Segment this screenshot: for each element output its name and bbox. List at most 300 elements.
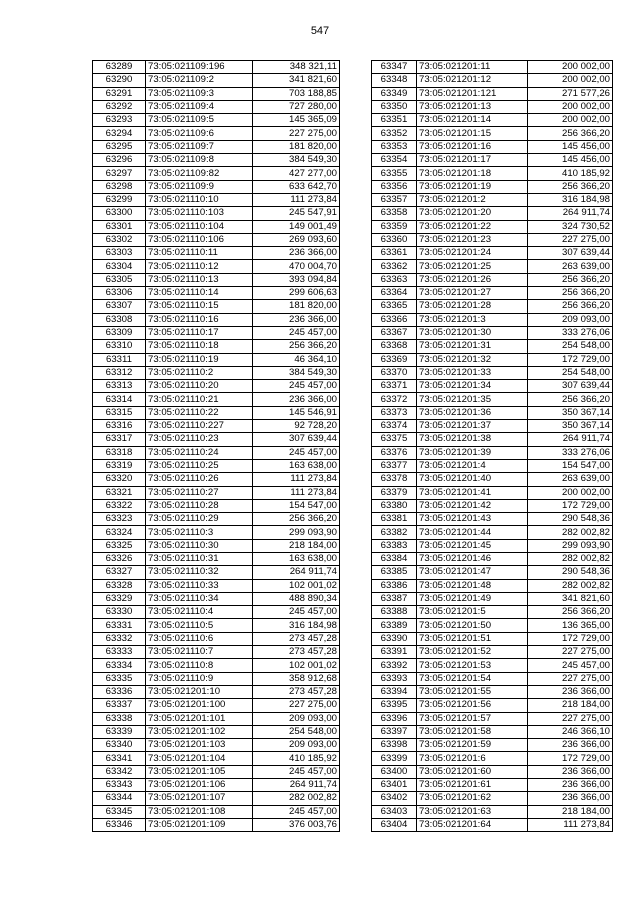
row-number: 63341	[93, 752, 146, 765]
table-row	[372, 393, 613, 406]
cadastral-value: 111 273,84	[528, 818, 613, 831]
row-number: 63289	[93, 61, 146, 74]
row-number: 63302	[93, 233, 146, 246]
row-number: 63395	[372, 699, 417, 712]
cadastral-value: 236 366,00	[253, 247, 340, 260]
table-row	[372, 180, 613, 193]
row-number: 63327	[93, 566, 146, 579]
cadastral-number: 73:05:021110:103	[146, 207, 253, 220]
table-row	[372, 685, 613, 698]
cadastral-number: 73:05:021201:4	[417, 459, 528, 472]
row-number: 63362	[372, 260, 417, 273]
cadastral-number: 73:05:021109:5	[146, 114, 253, 127]
cadastral-value: 200 002,00	[528, 74, 613, 87]
table-row	[93, 805, 340, 818]
table-row	[372, 260, 613, 273]
row-number: 63342	[93, 765, 146, 778]
table-row	[372, 712, 613, 725]
row-number: 63349	[372, 87, 417, 100]
table-row	[372, 446, 613, 459]
table-row	[93, 672, 340, 685]
table-row	[93, 725, 340, 738]
cadastral-value: 154 547,00	[528, 459, 613, 472]
cadastral-number: 73:05:021201:49	[417, 592, 528, 605]
table-row	[372, 353, 613, 366]
cadastral-value: 236 366,00	[528, 739, 613, 752]
row-number: 63388	[372, 606, 417, 619]
cadastral-number: 73:05:021201:106	[146, 779, 253, 792]
row-number: 63304	[93, 260, 146, 273]
table-row	[372, 552, 613, 565]
cadastral-number: 73:05:021110:14	[146, 287, 253, 300]
table-row	[372, 433, 613, 446]
row-number: 63346	[93, 818, 146, 831]
cadastral-number: 73:05:021109:82	[146, 167, 253, 180]
row-number: 63303	[93, 247, 146, 260]
table-row	[93, 167, 340, 180]
row-number: 63292	[93, 100, 146, 113]
cadastral-number: 73:05:021201:32	[417, 353, 528, 366]
table-row	[372, 313, 613, 326]
table-row	[93, 127, 340, 140]
cadastral-number: 73:05:021201:103	[146, 739, 253, 752]
table-row	[93, 300, 340, 313]
table-row	[93, 552, 340, 565]
row-number: 63318	[93, 446, 146, 459]
row-number: 63295	[93, 140, 146, 153]
cadastral-value: 254 548,00	[253, 725, 340, 738]
cadastral-number: 73:05:021201:57	[417, 712, 528, 725]
cadastral-number: 73:05:021201:102	[146, 725, 253, 738]
cadastral-number: 73:05:021109:3	[146, 87, 253, 100]
table-row	[372, 273, 613, 286]
table-row	[93, 74, 340, 87]
table-row	[372, 300, 613, 313]
cadastral-number: 73:05:021201:63	[417, 805, 528, 818]
row-number: 63328	[93, 579, 146, 592]
cadastral-number: 73:05:021201:53	[417, 659, 528, 672]
cadastral-value: 273 457,28	[253, 646, 340, 659]
cadastral-number: 73:05:021110:3	[146, 526, 253, 539]
table-row	[93, 752, 340, 765]
cadastral-number: 73:05:021201:28	[417, 300, 528, 313]
cadastral-value: 227 275,00	[528, 672, 613, 685]
cadastral-value: 282 002,82	[528, 526, 613, 539]
row-number: 63348	[372, 74, 417, 87]
table-row	[372, 499, 613, 512]
table-row	[372, 539, 613, 552]
row-number: 63359	[372, 220, 417, 233]
table-row	[372, 140, 613, 153]
table-row	[93, 486, 340, 499]
cadastral-value: 341 821,60	[528, 592, 613, 605]
row-number: 63360	[372, 233, 417, 246]
cadastral-value: 163 638,00	[253, 459, 340, 472]
row-number: 63375	[372, 433, 417, 446]
table-row	[93, 420, 340, 433]
row-number: 63374	[372, 420, 417, 433]
table-row	[93, 100, 340, 113]
cadastral-number: 73:05:021110:24	[146, 446, 253, 459]
row-number: 63336	[93, 685, 146, 698]
row-number: 63352	[372, 127, 417, 140]
cadastral-value: 307 639,44	[528, 380, 613, 393]
table-row	[372, 792, 613, 805]
cadastral-number: 73:05:021201:30	[417, 326, 528, 339]
cadastral-number: 73:05:021201:58	[417, 725, 528, 738]
cadastral-value: 290 548,36	[528, 566, 613, 579]
cadastral-value: 172 729,00	[528, 632, 613, 645]
row-number: 63344	[93, 792, 146, 805]
row-number: 63366	[372, 313, 417, 326]
table-row	[372, 526, 613, 539]
cadastral-number: 73:05:021201:34	[417, 380, 528, 393]
cadastral-value: 263 639,00	[528, 473, 613, 486]
cadastral-number: 73:05:021201:100	[146, 699, 253, 712]
table-row	[93, 273, 340, 286]
row-number: 63363	[372, 273, 417, 286]
cadastral-value: 172 729,00	[528, 752, 613, 765]
row-number: 63317	[93, 433, 146, 446]
cadastral-number: 73:05:021201:121	[417, 87, 528, 100]
cadastral-number: 73:05:021110:2	[146, 366, 253, 379]
cadastral-number: 73:05:021110:30	[146, 539, 253, 552]
row-number: 63356	[372, 180, 417, 193]
row-number: 63345	[93, 805, 146, 818]
table-row	[372, 287, 613, 300]
table-row	[372, 61, 613, 74]
table-row	[372, 207, 613, 220]
row-number: 63396	[372, 712, 417, 725]
row-number: 63297	[93, 167, 146, 180]
table-row	[93, 220, 340, 233]
row-number: 63337	[93, 699, 146, 712]
cadastral-value: 333 276,06	[528, 326, 613, 339]
cadastral-value: 236 366,00	[528, 779, 613, 792]
row-number: 63321	[93, 486, 146, 499]
table-row	[372, 646, 613, 659]
cadastral-value: 172 729,00	[528, 353, 613, 366]
row-number: 63323	[93, 513, 146, 526]
table-row	[372, 100, 613, 113]
cadastral-value: 145 456,00	[528, 140, 613, 153]
table-row	[93, 366, 340, 379]
row-number: 63347	[372, 61, 417, 74]
cadastral-number: 73:05:021110:31	[146, 552, 253, 565]
cadastral-value: 145 365,09	[253, 114, 340, 127]
row-number: 63386	[372, 579, 417, 592]
table-row	[93, 699, 340, 712]
row-number: 63394	[372, 685, 417, 698]
row-number: 63370	[372, 366, 417, 379]
table-row	[93, 380, 340, 393]
cadastral-number: 73:05:021201:44	[417, 526, 528, 539]
row-number: 63393	[372, 672, 417, 685]
row-number: 63310	[93, 340, 146, 353]
table-row	[372, 672, 613, 685]
row-number: 63398	[372, 739, 417, 752]
table-row	[372, 606, 613, 619]
row-number: 63369	[372, 353, 417, 366]
cadastral-number: 73:05:021201:46	[417, 552, 528, 565]
cadastral-number: 73:05:021110:10	[146, 193, 253, 206]
cadastral-value: 245 547,91	[253, 207, 340, 220]
cadastral-value: 227 275,00	[528, 233, 613, 246]
table-row	[93, 140, 340, 153]
table-row	[93, 792, 340, 805]
row-number: 63335	[93, 672, 146, 685]
table-row	[93, 233, 340, 246]
row-number: 63402	[372, 792, 417, 805]
row-number: 63338	[93, 712, 146, 725]
cadastral-value: 282 002,82	[253, 792, 340, 805]
cadastral-value: 282 002,82	[528, 579, 613, 592]
cadastral-value: 273 457,28	[253, 685, 340, 698]
cadastral-number: 73:05:021110:9	[146, 672, 253, 685]
cadastral-number: 73:05:021201:37	[417, 420, 528, 433]
cadastral-number: 73:05:021201:41	[417, 486, 528, 499]
cadastral-number: 73:05:021109:8	[146, 154, 253, 167]
cadastral-value: 299 606,63	[253, 287, 340, 300]
table-row	[93, 606, 340, 619]
row-number: 63357	[372, 193, 417, 206]
row-number: 63319	[93, 459, 146, 472]
row-number: 63399	[372, 752, 417, 765]
table-row	[93, 765, 340, 778]
cadastral-number: 73:05:021201:39	[417, 446, 528, 459]
cadastral-number: 73:05:021201:61	[417, 779, 528, 792]
cadastral-number: 73:05:021201:24	[417, 247, 528, 260]
table-row	[93, 154, 340, 167]
cadastral-number: 73:05:021110:7	[146, 646, 253, 659]
table-row	[372, 247, 613, 260]
cadastral-value: 282 002,82	[528, 552, 613, 565]
table-row	[93, 393, 340, 406]
table-row	[93, 646, 340, 659]
row-number: 63320	[93, 473, 146, 486]
cadastral-number: 73:05:021201:40	[417, 473, 528, 486]
cadastral-value: 350 367,14	[528, 420, 613, 433]
table-row	[93, 207, 340, 220]
cadastral-value: 245 457,00	[253, 326, 340, 339]
cadastral-value: 218 184,00	[528, 699, 613, 712]
table-row	[93, 287, 340, 300]
row-number: 63355	[372, 167, 417, 180]
cadastral-number: 73:05:021201:15	[417, 127, 528, 140]
cadastral-number: 73:05:021110:104	[146, 220, 253, 233]
cadastral-number: 73:05:021110:23	[146, 433, 253, 446]
table-row	[93, 526, 340, 539]
table-row	[93, 779, 340, 792]
row-number: 63305	[93, 273, 146, 286]
cadastral-number: 73:05:021110:4	[146, 606, 253, 619]
cadastral-value: 488 890,34	[253, 592, 340, 605]
cadastral-value: 256 366,20	[528, 180, 613, 193]
cadastral-value: 245 457,00	[253, 380, 340, 393]
row-number: 63334	[93, 659, 146, 672]
cadastral-value: 209 093,00	[528, 313, 613, 326]
table-row	[372, 779, 613, 792]
row-number: 63293	[93, 114, 146, 127]
cadastral-value: 307 639,44	[528, 247, 613, 260]
table-row	[93, 619, 340, 632]
row-number: 63403	[372, 805, 417, 818]
row-number: 63329	[93, 592, 146, 605]
cadastral-value: 200 002,00	[528, 114, 613, 127]
table-row	[372, 87, 613, 100]
cadastral-value: 218 184,00	[528, 805, 613, 818]
table-row	[93, 659, 340, 672]
table-row	[93, 513, 340, 526]
cadastral-number: 73:05:021201:104	[146, 752, 253, 765]
cadastral-value: 410 185,92	[253, 752, 340, 765]
table-row	[93, 87, 340, 100]
cadastral-value: 200 002,00	[528, 100, 613, 113]
cadastral-number: 73:05:021109:6	[146, 127, 253, 140]
cadastral-number: 73:05:021201:13	[417, 100, 528, 113]
cadastral-number: 73:05:021201:48	[417, 579, 528, 592]
row-number: 63332	[93, 632, 146, 645]
cadastral-value: 227 275,00	[528, 712, 613, 725]
row-number: 63401	[372, 779, 417, 792]
cadastral-value: 333 276,06	[528, 446, 613, 459]
cadastral-value: 149 001,49	[253, 220, 340, 233]
cadastral-number: 73:05:021110:12	[146, 260, 253, 273]
row-number: 63378	[372, 473, 417, 486]
cadastral-value: 111 273,84	[253, 473, 340, 486]
cadastral-number: 73:05:021201:38	[417, 433, 528, 446]
cadastral-value: 111 273,84	[253, 193, 340, 206]
cadastral-value: 384 549,30	[253, 366, 340, 379]
row-number: 63382	[372, 526, 417, 539]
row-number: 63383	[372, 539, 417, 552]
cadastral-number: 73:05:021110:20	[146, 380, 253, 393]
table-row	[372, 805, 613, 818]
cadastral-number: 73:05:021201:11	[417, 61, 528, 74]
cadastral-number: 73:05:021201:23	[417, 233, 528, 246]
row-number: 63384	[372, 552, 417, 565]
cadastral-number: 73:05:021201:19	[417, 180, 528, 193]
cadastral-number: 73:05:021201:54	[417, 672, 528, 685]
cadastral-value: 316 184,98	[528, 193, 613, 206]
cadastral-number: 73:05:021201:18	[417, 167, 528, 180]
cadastral-value: 299 093,90	[253, 526, 340, 539]
cadastral-value: 358 912,68	[253, 672, 340, 685]
row-number: 63309	[93, 326, 146, 339]
cadastral-value: 324 730,52	[528, 220, 613, 233]
row-number: 63371	[372, 380, 417, 393]
cadastral-number: 73:05:021201:26	[417, 273, 528, 286]
cadastral-number: 73:05:021201:52	[417, 646, 528, 659]
cadastral-value: 245 457,00	[253, 606, 340, 619]
table-row	[372, 406, 613, 419]
cadastral-number: 73:05:021201:42	[417, 499, 528, 512]
cadastral-number: 73:05:021201:6	[417, 752, 528, 765]
table-row	[372, 459, 613, 472]
cadastral-value: 256 366,20	[528, 393, 613, 406]
cadastral-number: 73:05:021201:14	[417, 114, 528, 127]
cadastral-value: 256 366,20	[528, 300, 613, 313]
table-row	[372, 592, 613, 605]
row-number: 63340	[93, 739, 146, 752]
row-number: 63312	[93, 366, 146, 379]
table-row	[372, 114, 613, 127]
cadastral-value: 703 188,85	[253, 87, 340, 100]
table-row	[93, 61, 340, 74]
cadastral-number: 73:05:021110:25	[146, 459, 253, 472]
cadastral-number: 73:05:021201:27	[417, 287, 528, 300]
row-number: 63361	[372, 247, 417, 260]
table-row	[93, 579, 340, 592]
row-number: 63373	[372, 406, 417, 419]
row-number: 63294	[93, 127, 146, 140]
cadastral-number: 73:05:021201:3	[417, 313, 528, 326]
row-number: 63315	[93, 406, 146, 419]
cadastral-value: 727 280,00	[253, 100, 340, 113]
cadastral-number: 73:05:021201:56	[417, 699, 528, 712]
table-row	[372, 486, 613, 499]
cadastral-value: 290 548,36	[528, 513, 613, 526]
cadastral-value: 172 729,00	[528, 499, 613, 512]
cadastral-number: 73:05:021201:50	[417, 619, 528, 632]
row-number: 63333	[93, 646, 146, 659]
cadastral-value: 256 366,20	[528, 273, 613, 286]
cadastral-number: 73:05:021201:60	[417, 765, 528, 778]
cadastral-value: 181 820,00	[253, 140, 340, 153]
cadastral-number: 73:05:021110:28	[146, 499, 253, 512]
cadastral-number: 73:05:021110:106	[146, 233, 253, 246]
row-number: 63354	[372, 154, 417, 167]
cadastral-value: 254 548,00	[528, 340, 613, 353]
table-row	[372, 420, 613, 433]
table-row	[93, 592, 340, 605]
cadastral-number: 73:05:021110:17	[146, 326, 253, 339]
row-number: 63353	[372, 140, 417, 153]
table-row	[93, 566, 340, 579]
cadastral-value: 246 366,10	[528, 725, 613, 738]
cadastral-value: 341 821,60	[253, 74, 340, 87]
table-row	[93, 499, 340, 512]
cadastral-value: 236 366,00	[528, 685, 613, 698]
page-number: 547	[310, 25, 330, 37]
cadastral-value: 269 093,60	[253, 233, 340, 246]
table-row	[372, 513, 613, 526]
row-number: 63325	[93, 539, 146, 552]
row-number: 63296	[93, 154, 146, 167]
cadastral-value: 236 366,00	[528, 792, 613, 805]
cadastral-number: 73:05:021110:32	[146, 566, 253, 579]
cadastral-value: 350 367,14	[528, 406, 613, 419]
cadastral-value: 307 639,44	[253, 433, 340, 446]
table-row	[372, 659, 613, 672]
cadastral-value: 245 457,00	[253, 765, 340, 778]
table-row	[372, 818, 613, 831]
row-number: 63365	[372, 300, 417, 313]
table-row	[372, 326, 613, 339]
row-number: 63300	[93, 207, 146, 220]
cadastral-number: 73:05:021110:18	[146, 340, 253, 353]
row-number: 63306	[93, 287, 146, 300]
row-number: 63322	[93, 499, 146, 512]
cadastral-number: 73:05:021201:22	[417, 220, 528, 233]
cadastral-value: 145 546,91	[253, 406, 340, 419]
row-number: 63324	[93, 526, 146, 539]
cadastral-value: 209 093,00	[253, 712, 340, 725]
cadastral-value: 264 911,74	[253, 566, 340, 579]
table-row	[93, 406, 340, 419]
table-row	[372, 752, 613, 765]
table-row	[93, 712, 340, 725]
